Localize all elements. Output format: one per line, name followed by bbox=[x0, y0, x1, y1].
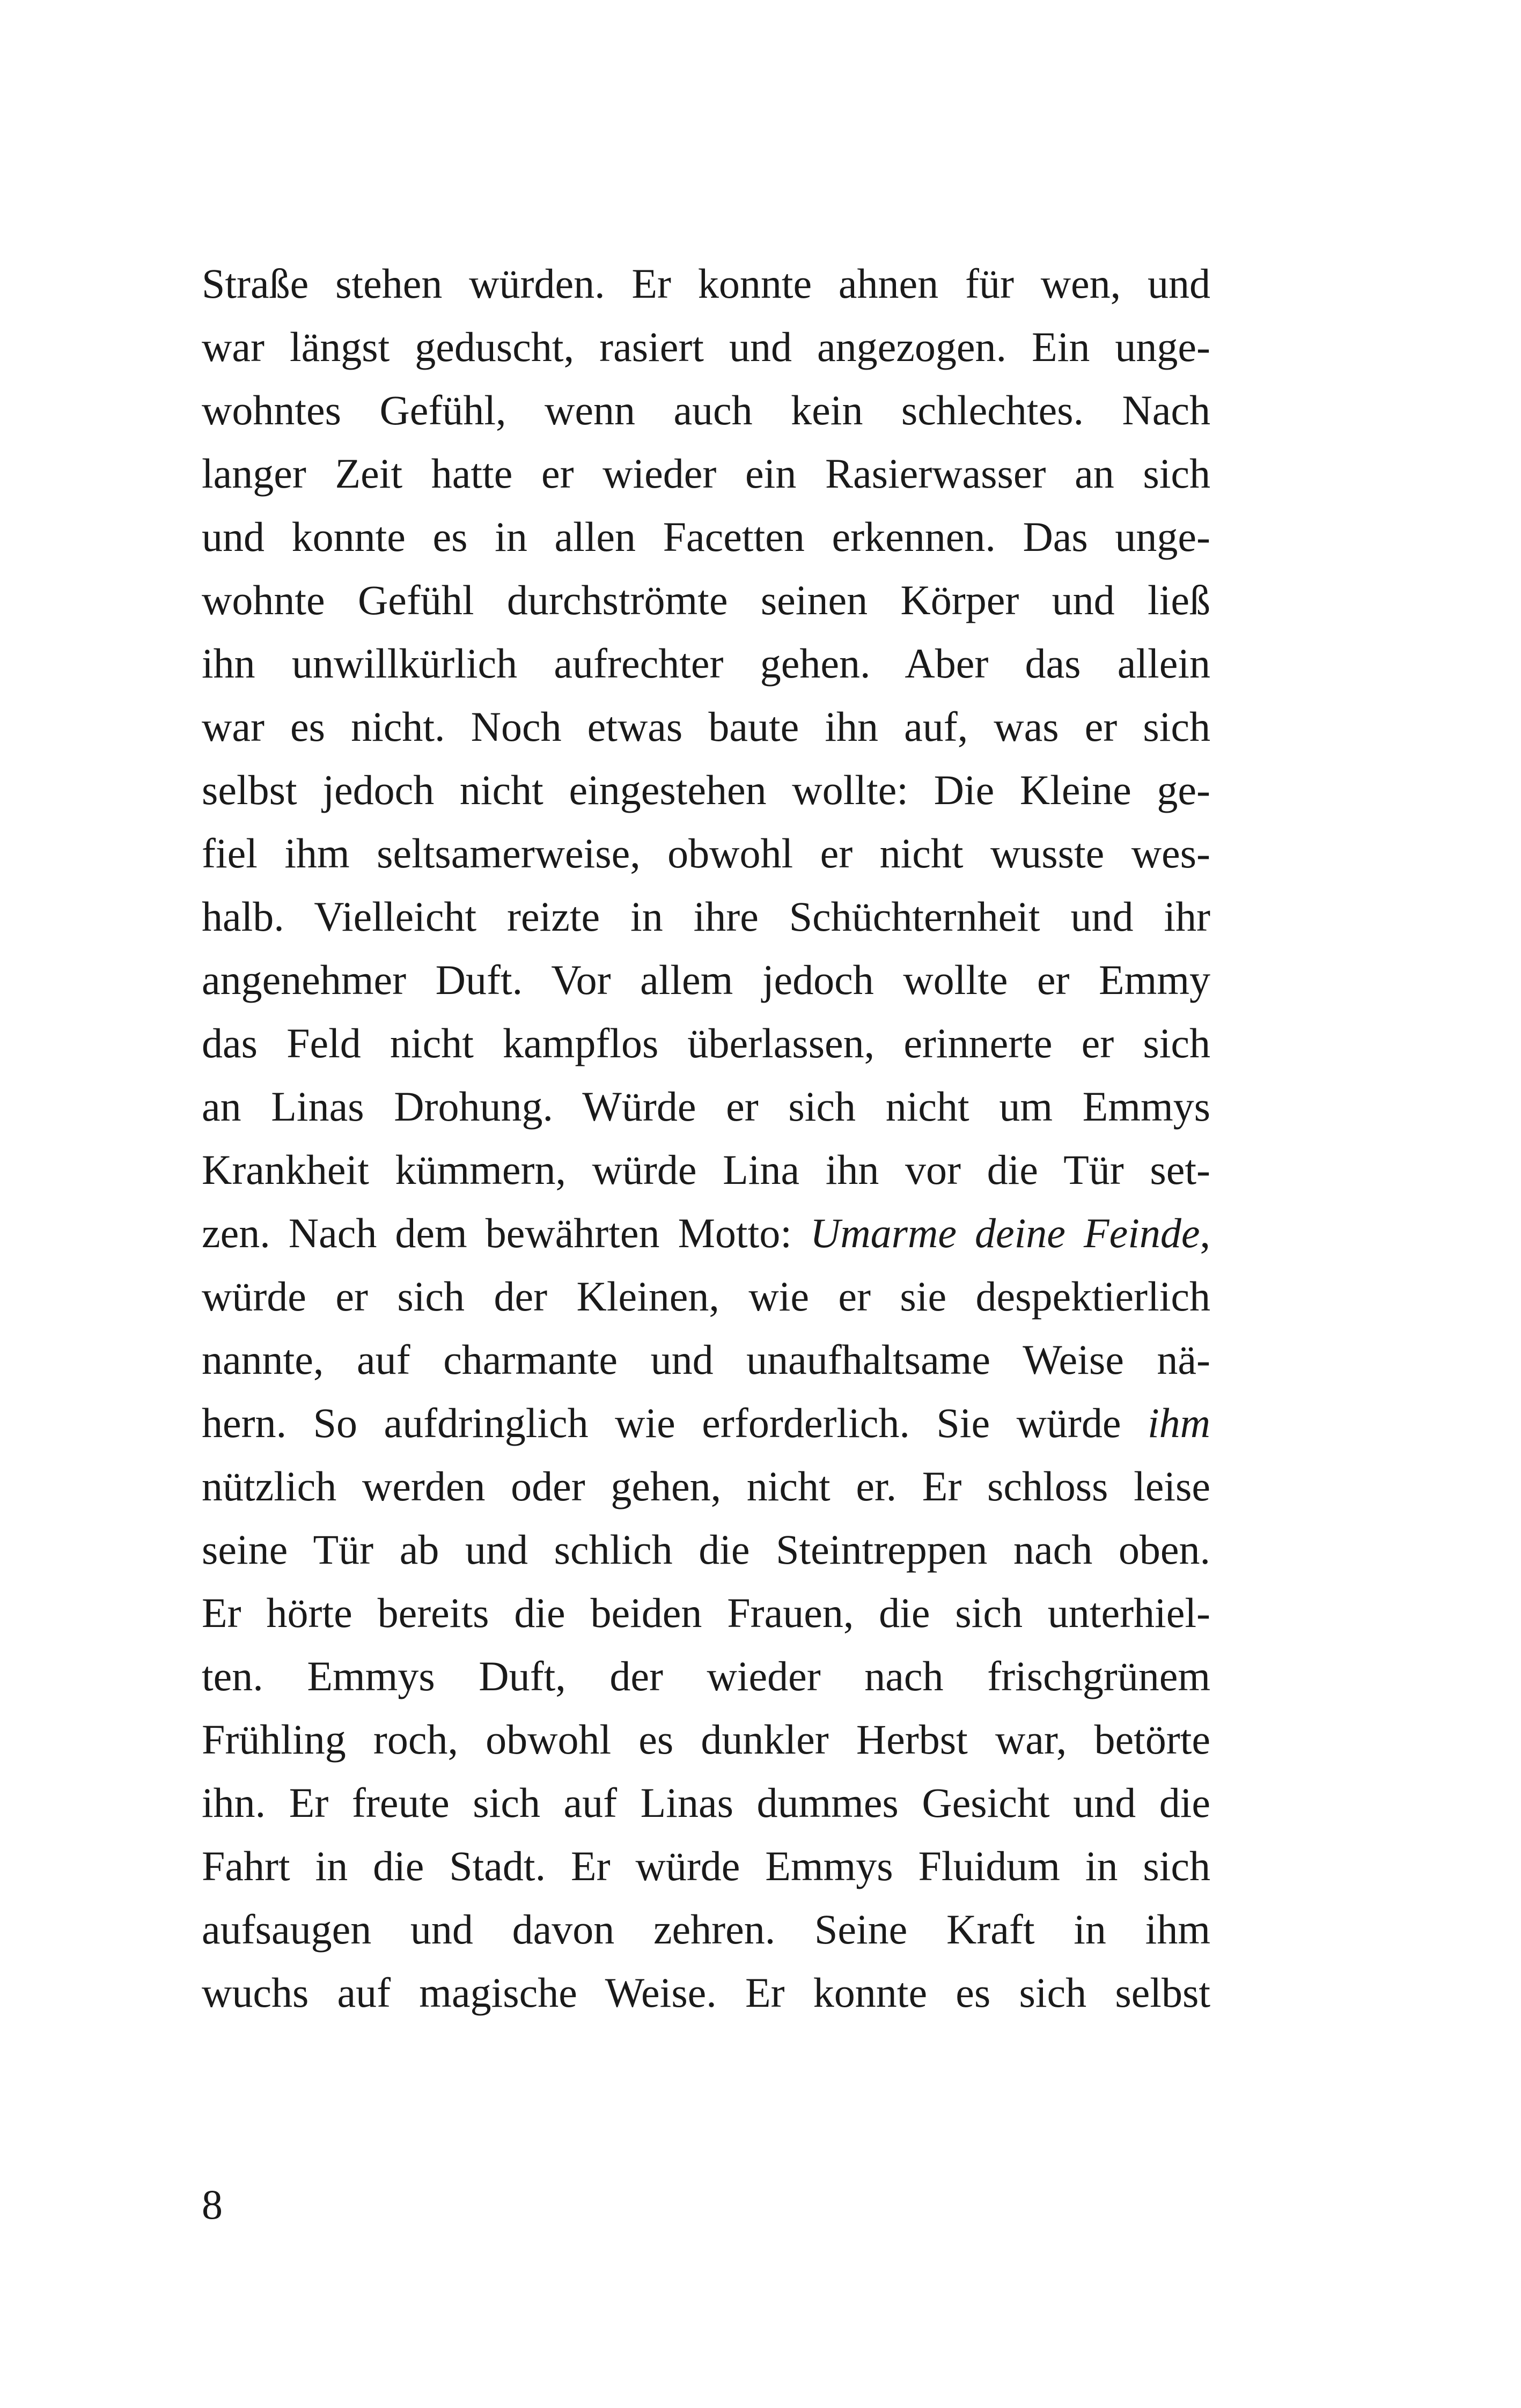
text-line bbox=[202, 442, 1210, 505]
text-line bbox=[202, 1708, 1210, 1771]
text-line bbox=[202, 1265, 1210, 1328]
body-text bbox=[202, 252, 1210, 2024]
text-segment: würde er sich der Kleinen, wie er sie despektierlich bbox=[202, 1273, 1210, 1320]
text-line bbox=[202, 1138, 1210, 1202]
text-segment: wohnte Gefühl durchströmte seinen Körper und ließ bbox=[202, 577, 1210, 623]
text-line bbox=[202, 1391, 1210, 1455]
text-segment: war es nicht. Noch etwas baute ihn auf, was er sich bbox=[202, 703, 1210, 750]
text-segment: Straße stehen würden. Er konnte ahnen für wen, und bbox=[202, 260, 1210, 307]
text-segment: nützlich werden oder gehen, nicht er. Er schloss leise bbox=[202, 1463, 1210, 1509]
text-line bbox=[202, 379, 1210, 442]
text-segment: selbst jedoch nicht eingestehen wollte: Die Kleine ge- bbox=[202, 767, 1210, 813]
text-segment: aufsaugen und davon zehren. Seine Kraft in ihm bbox=[202, 1906, 1210, 1953]
text-segment: fiel ihm seltsamerweise, obwohl er nicht wusste wes- bbox=[202, 830, 1210, 877]
text-line bbox=[202, 695, 1210, 759]
text-line bbox=[202, 759, 1210, 822]
text-segment: langer Zeit hatte er wieder ein Rasierwasser an sich bbox=[202, 450, 1210, 497]
text-line bbox=[202, 1328, 1210, 1391]
text-segment: seine Tür ab und schlich die Steintreppen nach oben. bbox=[202, 1526, 1210, 1573]
text-segment: wuchs auf magische Weise. Er konnte es sich selbst bbox=[202, 1969, 1210, 2016]
text-line bbox=[202, 1645, 1210, 1708]
italic-text: ihm bbox=[1148, 1400, 1210, 1446]
text-segment: war längst geduscht, rasiert und angezogen. Ein unge- bbox=[202, 323, 1210, 370]
text-line bbox=[202, 315, 1210, 379]
text-line bbox=[202, 885, 1210, 948]
text-segment: ihn unwillkürlich aufrechter gehen. Aber das allein bbox=[202, 640, 1210, 687]
text-segment: halb. Vielleicht reizte in ihre Schüchternheit und ihr bbox=[202, 893, 1210, 940]
text-segment: nannte, auf charmante und unaufhaltsame Weise nä- bbox=[202, 1336, 1210, 1383]
text-segment: zen. Nach dem bewährten Motto: bbox=[202, 1210, 810, 1256]
text-segment: an Linas Drohung. Würde er sich nicht um Emmys bbox=[202, 1083, 1210, 1130]
text-segment: Fahrt in die Stadt. Er würde Emmys Fluidum in sich bbox=[202, 1843, 1210, 1889]
text-line bbox=[202, 569, 1210, 632]
text-segment: Er hörte bereits die beiden Frauen, die sich unterhiel- bbox=[202, 1589, 1210, 1636]
italic-text: Umarme deine Feinde bbox=[810, 1210, 1200, 1256]
text-line bbox=[202, 1075, 1210, 1138]
text-segment: wohntes Gefühl, wenn auch kein schlechtes. Nach bbox=[202, 387, 1210, 433]
text-line bbox=[202, 1771, 1210, 1835]
text-segment: hern. So aufdringlich wie erforderlich. Sie würde bbox=[202, 1400, 1148, 1446]
text-segment: ihn. Er freute sich auf Linas dummes Gesicht und die bbox=[202, 1779, 1210, 1826]
text-segment: angenehmer Duft. Vor allem jedoch wollte er Emmy bbox=[202, 956, 1210, 1003]
text-segment: das Feld nicht kampflos überlassen, erinnerte er sich bbox=[202, 1020, 1210, 1066]
text-line bbox=[202, 252, 1210, 315]
text-line bbox=[202, 632, 1210, 695]
text-segment: Frühling roch, obwohl es dunkler Herbst war, betörte bbox=[202, 1716, 1210, 1763]
text-line bbox=[202, 1455, 1210, 1518]
text-segment: , bbox=[1200, 1210, 1210, 1256]
text-segment: und konnte es in allen Facetten erkennen. Das unge- bbox=[202, 513, 1210, 560]
text-line bbox=[202, 1518, 1210, 1581]
text-line bbox=[202, 1202, 1210, 1265]
text-line bbox=[202, 1961, 1210, 2024]
text-line bbox=[202, 948, 1210, 1012]
text-line bbox=[202, 1898, 1210, 1961]
page-number: 8 bbox=[202, 2181, 223, 2228]
text-segment: ten. Emmys Duft, der wieder nach frischgrünem bbox=[202, 1653, 1210, 1699]
text-segment: Krankheit kümmern, würde Lina ihn vor die Tür set- bbox=[202, 1146, 1210, 1193]
text-line bbox=[202, 822, 1210, 885]
text-line bbox=[202, 1581, 1210, 1645]
text-line bbox=[202, 1835, 1210, 1898]
text-line bbox=[202, 505, 1210, 569]
text-line bbox=[202, 1012, 1210, 1075]
